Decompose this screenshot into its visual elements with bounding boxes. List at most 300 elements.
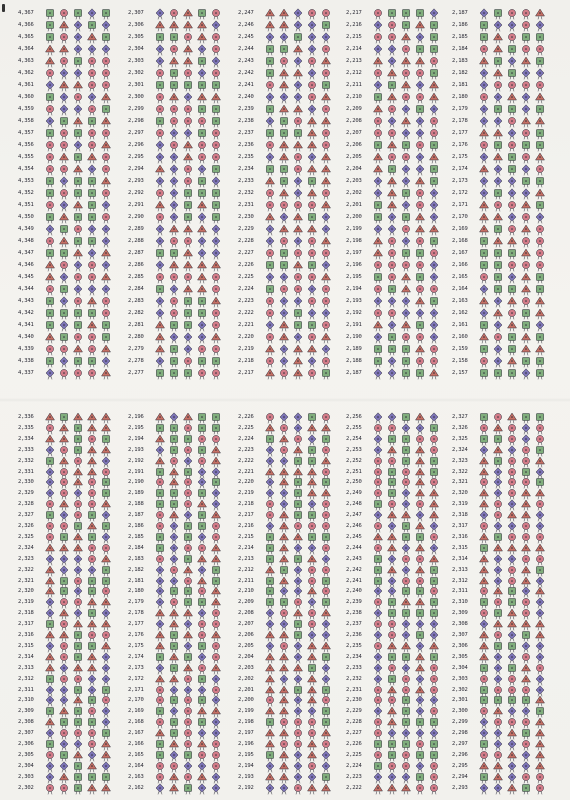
row-number-label: 2,287 — [128, 250, 144, 256]
triangle-glyph-icon — [196, 20, 208, 32]
square-glyph-icon — [534, 272, 546, 284]
circle-glyph-icon — [306, 368, 318, 380]
row-number-label: 2,168 — [128, 719, 144, 726]
row-number-label: 2,335 — [18, 424, 34, 431]
diamond-glyph-icon — [44, 224, 56, 236]
circle-glyph-icon — [320, 356, 332, 368]
glyph-row — [452, 344, 556, 356]
square-glyph-icon — [478, 368, 490, 380]
row-number-label: 2,187 — [452, 10, 468, 16]
row-number-label: 2,221 — [238, 322, 254, 328]
square-glyph-icon — [196, 296, 208, 308]
glyph-row — [238, 152, 342, 164]
circle-glyph-icon — [86, 128, 98, 140]
circle-glyph-icon — [58, 32, 70, 44]
glyph-row — [128, 783, 232, 795]
glyph-row — [238, 140, 342, 152]
triangle-glyph-icon — [100, 272, 112, 284]
square-glyph-icon — [386, 284, 398, 296]
row-number-label: 2,192 — [128, 457, 144, 464]
row-number-label: 2,245 — [346, 533, 362, 540]
diamond-glyph-icon — [278, 92, 290, 104]
row-number-label: 2,194 — [128, 435, 144, 442]
triangle-glyph-icon — [492, 32, 504, 44]
diamond-glyph-icon — [278, 783, 290, 795]
row-number-label: 2,168 — [452, 238, 468, 244]
row-number-label: 2,309 — [18, 708, 34, 715]
glyph-row — [238, 20, 342, 32]
row-number-label: 2,183 — [452, 58, 468, 64]
circle-glyph-icon — [386, 104, 398, 116]
circle-glyph-icon — [292, 116, 304, 128]
circle-glyph-icon — [182, 104, 194, 116]
row-number-label: 2,173 — [128, 664, 144, 671]
square-glyph-icon — [168, 68, 180, 80]
glyph-row — [18, 44, 122, 56]
triangle-glyph-icon — [478, 212, 490, 224]
square-glyph-icon — [86, 116, 98, 128]
diamond-glyph-icon — [292, 176, 304, 188]
glyph-row — [452, 188, 556, 200]
glyph-row — [238, 128, 342, 140]
row-number-label: 2,238 — [238, 118, 254, 124]
glyph-row — [452, 176, 556, 188]
triangle-glyph-icon — [520, 284, 532, 296]
glyph-row — [238, 8, 342, 20]
diamond-glyph-icon — [386, 368, 398, 380]
row-number-label: 2,290 — [128, 214, 144, 220]
row-number-label: 2,251 — [346, 468, 362, 475]
circle-glyph-icon — [506, 308, 518, 320]
square-glyph-icon — [44, 248, 56, 260]
triangle-glyph-icon — [534, 116, 546, 128]
row-number-label: 2,180 — [452, 94, 468, 100]
diamond-glyph-icon — [210, 236, 222, 248]
square-glyph-icon — [58, 284, 70, 296]
glyph-row — [128, 116, 232, 128]
row-number-label: 2,308 — [18, 719, 34, 726]
glyph-row — [346, 236, 450, 248]
row-number-label: 2,225 — [346, 751, 362, 758]
glyph-row — [18, 8, 122, 20]
glyph-row — [346, 140, 450, 152]
glyph-row — [346, 44, 450, 56]
diamond-glyph-icon — [414, 32, 426, 44]
row-number-label: 2,303 — [18, 773, 34, 780]
circle-glyph-icon — [386, 308, 398, 320]
circle-glyph-icon — [86, 56, 98, 68]
square-glyph-icon — [478, 344, 490, 356]
triangle-glyph-icon — [182, 260, 194, 272]
triangle-glyph-icon — [100, 116, 112, 128]
glyph-row — [346, 200, 450, 212]
square-glyph-icon — [372, 200, 384, 212]
diamond-glyph-icon — [492, 20, 504, 32]
row-number-label: 2,243 — [346, 555, 362, 562]
diamond-glyph-icon — [44, 368, 56, 380]
triangle-glyph-icon — [372, 248, 384, 260]
square-glyph-icon — [196, 308, 208, 320]
row-number-label: 2,158 — [452, 358, 468, 364]
triangle-glyph-icon — [292, 140, 304, 152]
row-number-label: 2,316 — [452, 533, 468, 540]
glyph-row — [346, 212, 450, 224]
triangle-glyph-icon — [414, 176, 426, 188]
square-glyph-icon — [86, 200, 98, 212]
circle-glyph-icon — [100, 56, 112, 68]
circle-glyph-icon — [168, 236, 180, 248]
triangle-glyph-icon — [386, 92, 398, 104]
circle-glyph-icon — [182, 356, 194, 368]
diamond-glyph-icon — [400, 236, 412, 248]
row-number-label: 4,360 — [18, 94, 34, 100]
circle-glyph-icon — [72, 296, 84, 308]
circle-glyph-icon — [320, 104, 332, 116]
circle-glyph-icon — [306, 236, 318, 248]
row-number-label: 2,199 — [238, 708, 254, 715]
diamond-glyph-icon — [100, 200, 112, 212]
triangle-glyph-icon — [72, 164, 84, 176]
glyph-row — [128, 140, 232, 152]
circle-glyph-icon — [386, 248, 398, 260]
square-glyph-icon — [44, 92, 56, 104]
circle-glyph-icon — [182, 164, 194, 176]
square-glyph-icon — [210, 212, 222, 224]
circle-glyph-icon — [58, 368, 70, 380]
glyph-row — [238, 308, 342, 320]
row-number-label: 4,342 — [18, 310, 34, 316]
diamond-glyph-icon — [492, 783, 504, 795]
row-number-label: 2,179 — [128, 599, 144, 606]
circle-glyph-icon — [100, 152, 112, 164]
triangle-glyph-icon — [278, 152, 290, 164]
triangle-glyph-icon — [506, 236, 518, 248]
square-glyph-icon — [44, 296, 56, 308]
row-number-label: 2,250 — [346, 479, 362, 486]
diamond-glyph-icon — [196, 320, 208, 332]
row-number-label: 4,363 — [18, 58, 34, 64]
glyph-row — [238, 32, 342, 44]
triangle-glyph-icon — [264, 176, 276, 188]
row-number-label: 2,215 — [238, 533, 254, 540]
circle-glyph-icon — [210, 140, 222, 152]
glyph-row — [128, 284, 232, 296]
triangle-glyph-icon — [492, 68, 504, 80]
circle-glyph-icon — [72, 332, 84, 344]
circle-glyph-icon — [182, 32, 194, 44]
circle-glyph-icon — [58, 344, 70, 356]
row-number-label: 2,166 — [452, 262, 468, 268]
diamond-glyph-icon — [492, 92, 504, 104]
row-number-label: 2,201 — [238, 686, 254, 693]
triangle-glyph-icon — [278, 224, 290, 236]
diamond-glyph-icon — [414, 308, 426, 320]
square-glyph-icon — [72, 236, 84, 248]
row-number-label: 4,343 — [18, 298, 34, 304]
glyph-row — [128, 320, 232, 332]
circle-glyph-icon — [210, 152, 222, 164]
glyph-row — [346, 368, 450, 380]
diamond-glyph-icon — [292, 296, 304, 308]
triangle-glyph-icon — [196, 224, 208, 236]
circle-glyph-icon — [58, 128, 70, 140]
triangle-glyph-icon — [168, 260, 180, 272]
circle-glyph-icon — [100, 164, 112, 176]
row-number-label: 2,212 — [346, 70, 362, 76]
row-number-label: 2,225 — [238, 274, 254, 280]
circle-glyph-icon — [210, 320, 222, 332]
circle-glyph-icon — [506, 224, 518, 236]
row-number-label: 2,161 — [452, 322, 468, 328]
square-glyph-icon — [210, 164, 222, 176]
square-glyph-icon — [182, 368, 194, 380]
diamond-glyph-icon — [58, 104, 70, 116]
diamond-glyph-icon — [210, 20, 222, 32]
row-number-label: 2,180 — [128, 588, 144, 595]
circle-glyph-icon — [44, 164, 56, 176]
row-number-label: 2,225 — [238, 424, 254, 431]
glyph-row — [238, 284, 342, 296]
diamond-glyph-icon — [320, 308, 332, 320]
circle-glyph-icon — [306, 296, 318, 308]
glyph-row — [18, 284, 122, 296]
circle-glyph-icon — [72, 272, 84, 284]
triangle-glyph-icon — [100, 783, 112, 795]
triangle-glyph-icon — [196, 272, 208, 284]
circle-glyph-icon — [306, 92, 318, 104]
circle-glyph-icon — [520, 80, 532, 92]
row-number-label: 2,182 — [452, 70, 468, 76]
row-number-label: 2,205 — [238, 642, 254, 649]
diamond-glyph-icon — [72, 44, 84, 56]
triangle-glyph-icon — [306, 116, 318, 128]
row-number-label: 2,215 — [346, 34, 362, 40]
square-glyph-icon — [428, 44, 440, 56]
row-number-label: 2,296 — [452, 751, 468, 758]
row-number-label: 2,202 — [238, 675, 254, 682]
diamond-glyph-icon — [168, 164, 180, 176]
circle-glyph-icon — [210, 368, 222, 380]
square-glyph-icon — [492, 104, 504, 116]
row-number-label: 4,359 — [18, 106, 34, 112]
triangle-glyph-icon — [506, 783, 518, 795]
triangle-glyph-icon — [320, 332, 332, 344]
glyph-row — [452, 308, 556, 320]
circle-glyph-icon — [100, 128, 112, 140]
diamond-glyph-icon — [306, 104, 318, 116]
circle-glyph-icon — [168, 272, 180, 284]
diamond-glyph-icon — [386, 212, 398, 224]
row-number-label: 2,223 — [238, 298, 254, 304]
row-number-label: 2,175 — [452, 154, 468, 160]
square-glyph-icon — [506, 332, 518, 344]
diamond-glyph-icon — [182, 332, 194, 344]
triangle-glyph-icon — [168, 224, 180, 236]
triangle-glyph-icon — [196, 284, 208, 296]
row-number-label: 4,364 — [18, 46, 34, 52]
triangle-glyph-icon — [292, 68, 304, 80]
triangle-glyph-icon — [492, 128, 504, 140]
row-number-label: 2,244 — [346, 544, 362, 551]
square-glyph-icon — [196, 80, 208, 92]
square-glyph-icon — [506, 104, 518, 116]
square-glyph-icon — [168, 320, 180, 332]
row-number-label: 2,298 — [452, 730, 468, 737]
triangle-glyph-icon — [278, 140, 290, 152]
circle-glyph-icon — [372, 116, 384, 128]
row-number-label: 2,189 — [128, 490, 144, 497]
triangle-glyph-icon — [292, 44, 304, 56]
square-glyph-icon — [210, 80, 222, 92]
circle-glyph-icon — [168, 140, 180, 152]
row-number-label: 2,219 — [238, 346, 254, 352]
circle-glyph-icon — [210, 32, 222, 44]
diamond-glyph-icon — [386, 44, 398, 56]
triangle-glyph-icon — [210, 92, 222, 104]
glyph-row — [18, 92, 122, 104]
triangle-glyph-icon — [400, 56, 412, 68]
diamond-glyph-icon — [264, 92, 276, 104]
diamond-glyph-icon — [428, 200, 440, 212]
circle-glyph-icon — [534, 260, 546, 272]
diamond-glyph-icon — [210, 56, 222, 68]
square-glyph-icon — [386, 332, 398, 344]
triangle-glyph-icon — [154, 20, 166, 32]
triangle-glyph-icon — [386, 200, 398, 212]
row-number-label: 2,160 — [452, 334, 468, 340]
square-glyph-icon — [72, 128, 84, 140]
circle-glyph-icon — [492, 332, 504, 344]
square-glyph-icon — [400, 368, 412, 380]
circle-glyph-icon — [44, 284, 56, 296]
triangle-glyph-icon — [414, 56, 426, 68]
triangle-glyph-icon — [44, 56, 56, 68]
row-number-label: 2,203 — [346, 178, 362, 184]
triangle-glyph-icon — [86, 32, 98, 44]
glyph-row — [452, 284, 556, 296]
glyph-row — [128, 128, 232, 140]
triangle-glyph-icon — [372, 320, 384, 332]
square-glyph-icon — [264, 44, 276, 56]
circle-glyph-icon — [478, 140, 490, 152]
diamond-glyph-icon — [72, 284, 84, 296]
circle-glyph-icon — [306, 8, 318, 20]
square-glyph-icon — [506, 44, 518, 56]
square-glyph-icon — [372, 92, 384, 104]
triangle-glyph-icon — [154, 164, 166, 176]
triangle-glyph-icon — [278, 80, 290, 92]
row-number-label: 2,224 — [238, 286, 254, 292]
square-glyph-icon — [100, 8, 112, 20]
circle-glyph-icon — [72, 368, 84, 380]
circle-glyph-icon — [320, 8, 332, 20]
glyph-row — [128, 296, 232, 308]
row-number-label: 2,222 — [238, 457, 254, 464]
triangle-glyph-icon — [320, 783, 332, 795]
circle-glyph-icon — [58, 783, 70, 795]
diamond-glyph-icon — [428, 272, 440, 284]
row-number-label: 2,307 — [18, 730, 34, 737]
diamond-glyph-icon — [520, 188, 532, 200]
circle-glyph-icon — [292, 164, 304, 176]
circle-glyph-icon — [534, 224, 546, 236]
glyph-row — [238, 68, 342, 80]
row-number-label: 2,256 — [346, 414, 362, 420]
row-number-label: 2,295 — [452, 762, 468, 769]
triangle-glyph-icon — [320, 176, 332, 188]
square-glyph-icon — [492, 140, 504, 152]
diamond-glyph-icon — [196, 212, 208, 224]
circle-glyph-icon — [520, 8, 532, 20]
circle-glyph-icon — [154, 104, 166, 116]
triangle-glyph-icon — [478, 200, 490, 212]
row-number-label: 4,357 — [18, 130, 34, 136]
diamond-glyph-icon — [154, 296, 166, 308]
glyph-row — [18, 200, 122, 212]
glyph-row — [128, 308, 232, 320]
glyph-row — [18, 68, 122, 80]
circle-glyph-icon — [154, 128, 166, 140]
row-number-label: 2,162 — [452, 310, 468, 316]
triangle-glyph-icon — [478, 164, 490, 176]
diamond-glyph-icon — [58, 92, 70, 104]
diamond-glyph-icon — [154, 152, 166, 164]
circle-glyph-icon — [264, 140, 276, 152]
diamond-glyph-icon — [168, 284, 180, 296]
square-glyph-icon — [414, 104, 426, 116]
triangle-glyph-icon — [264, 20, 276, 32]
row-number-label: 4,352 — [18, 190, 34, 196]
row-number-label: 2,159 — [452, 346, 468, 352]
triangle-glyph-icon — [400, 32, 412, 44]
triangle-glyph-icon — [320, 236, 332, 248]
diamond-glyph-icon — [86, 284, 98, 296]
diamond-glyph-icon — [44, 116, 56, 128]
row-number-label: 2,176 — [128, 632, 144, 638]
row-number-label: 2,334 — [18, 435, 34, 442]
circle-glyph-icon — [58, 188, 70, 200]
diamond-glyph-icon — [292, 92, 304, 104]
row-number-label: 2,170 — [452, 214, 468, 220]
square-glyph-icon — [478, 236, 490, 248]
circle-glyph-icon — [372, 260, 384, 272]
row-number-label: 2,297 — [128, 130, 144, 136]
circle-glyph-icon — [400, 332, 412, 344]
triangle-glyph-icon — [154, 332, 166, 344]
row-number-label: 2,292 — [128, 190, 144, 196]
diamond-glyph-icon — [72, 260, 84, 272]
row-number-label: 2,327 — [18, 512, 34, 519]
diamond-glyph-icon — [264, 32, 276, 44]
row-number-label: 2,318 — [18, 610, 34, 617]
diamond-glyph-icon — [478, 176, 490, 188]
diamond-glyph-icon — [154, 176, 166, 188]
triangle-glyph-icon — [72, 248, 84, 260]
diamond-glyph-icon — [278, 308, 290, 320]
row-number-label: 2,216 — [238, 523, 254, 529]
square-glyph-icon — [278, 164, 290, 176]
glyph-row — [18, 308, 122, 320]
triangle-glyph-icon — [292, 104, 304, 116]
row-number-label: 2,325 — [18, 533, 34, 540]
square-glyph-icon — [72, 783, 84, 795]
circle-glyph-icon — [520, 296, 532, 308]
row-number-label: 2,234 — [238, 166, 254, 172]
triangle-glyph-icon — [182, 56, 194, 68]
square-glyph-icon — [72, 188, 84, 200]
row-number-label: 2,243 — [238, 58, 254, 64]
glyph-row — [238, 164, 342, 176]
